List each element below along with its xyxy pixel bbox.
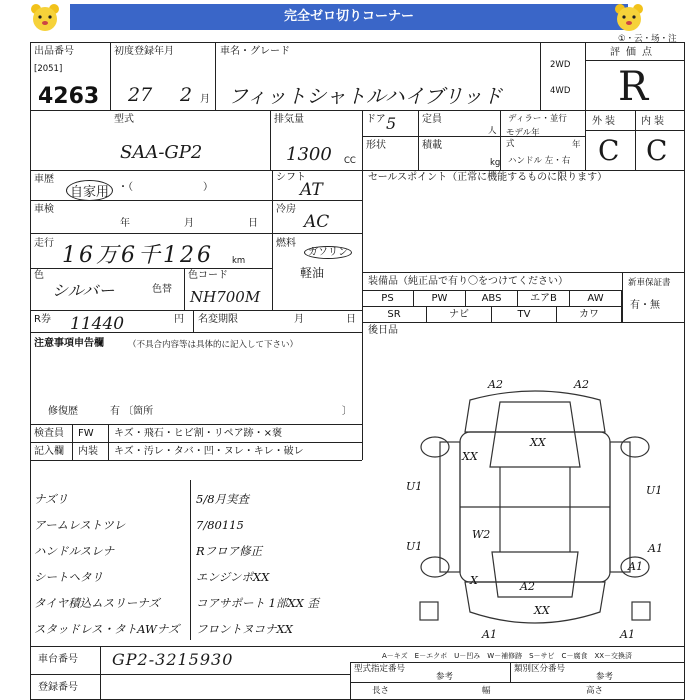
shift-label: シフト bbox=[276, 172, 306, 183]
displacement-label: 排気量 bbox=[274, 114, 304, 125]
legend: A－キズ E－エクボ U－凹み W－補修跡 S－サビ C－腐食 XX－交換済 bbox=[382, 652, 633, 660]
equipment-item: SR bbox=[362, 307, 427, 322]
handwritten-note: エンジンポXX bbox=[196, 570, 270, 584]
mascot-right-icon bbox=[612, 3, 646, 33]
length-label: 長さ bbox=[372, 686, 390, 696]
load-label: 積載 bbox=[422, 140, 442, 151]
inspector-label: 検査員 bbox=[34, 428, 64, 439]
recycle-label: R券 bbox=[34, 314, 51, 325]
category-ref: 参考 bbox=[596, 672, 614, 682]
warranty-value: 有・無 bbox=[630, 300, 660, 311]
color-change-label: 色替 bbox=[152, 284, 172, 295]
displacement-unit: CC bbox=[344, 156, 356, 166]
lot-number: 4263 bbox=[38, 84, 100, 109]
ac-value: AC bbox=[304, 212, 330, 232]
fuel-label: 燃料 bbox=[276, 238, 296, 249]
category-label: 類別区分番号 bbox=[514, 664, 566, 674]
color-code-label: 色コード bbox=[188, 270, 228, 281]
handwritten-note: コアサポート 1部XX 歪 bbox=[196, 596, 320, 610]
car-name-label: 車名・グレード bbox=[220, 46, 290, 57]
handwritten-notes-left bbox=[34, 486, 188, 642]
month-unit: 月 bbox=[200, 94, 210, 105]
warranty-label: 新車保証書 bbox=[628, 278, 671, 288]
ref-top-right: ①・云・场・注 bbox=[618, 34, 677, 44]
lot-label: 出品番号 bbox=[34, 46, 74, 57]
equipment-item: エアB bbox=[518, 291, 570, 306]
doors-value: 5 bbox=[386, 114, 397, 133]
damage-mark: XX bbox=[530, 436, 546, 449]
handle-label: ハンドル 左・右 bbox=[508, 156, 571, 166]
equipment-row1 bbox=[362, 291, 622, 306]
damage-mark: A1 bbox=[482, 628, 497, 641]
dealer-label: ディラー・並行 bbox=[508, 114, 567, 124]
first-registration-year: 27 bbox=[128, 84, 153, 106]
inspection-month-unit: 月 bbox=[184, 218, 194, 229]
equipment-item: TV bbox=[492, 307, 557, 322]
damage-mark: X bbox=[470, 574, 478, 587]
damage-mark: U1 bbox=[646, 484, 663, 497]
damage-mark: XX bbox=[534, 604, 550, 617]
rear-seat-label: 後日品 bbox=[368, 325, 398, 336]
equipment-item: AW bbox=[570, 291, 622, 306]
equipment-label: 装備品（純正品で有り〇をつけてください） bbox=[368, 276, 568, 287]
model-year-unit: 年 bbox=[572, 140, 581, 150]
drive-4wd: 4WD bbox=[550, 86, 571, 96]
equipment-item: ナビ bbox=[427, 307, 492, 322]
car-name-value: フィットシャトルハイブリッド bbox=[228, 84, 503, 108]
chassis-value: GP2-3215930 bbox=[112, 650, 234, 669]
handwritten-note: 7/80115 bbox=[196, 518, 244, 532]
damage-mark: U1 bbox=[406, 540, 423, 553]
damage-mark: W2 bbox=[472, 528, 491, 541]
handwritten-note: フロントヌコナXX bbox=[196, 622, 293, 636]
type-cert-label: 型式指定番号 bbox=[354, 664, 406, 674]
mileage-value: 16万6千126 bbox=[62, 243, 214, 268]
doors-label: ドア bbox=[366, 114, 386, 125]
notes-label: 注意事項申告欄 bbox=[34, 338, 104, 349]
first-registration-label: 初度登録年月 bbox=[114, 46, 174, 57]
first-registration-month: 2 bbox=[180, 84, 193, 106]
handwritten-note: アームレストツレ bbox=[34, 518, 126, 532]
name-expiry-label: 名変期限 bbox=[198, 314, 238, 325]
displacement-value: 1300 bbox=[286, 144, 332, 165]
width-label: 幅 bbox=[482, 686, 491, 696]
repair-value: 有 〔箇所 bbox=[110, 406, 154, 417]
mileage-unit: km bbox=[232, 256, 246, 266]
inspector-row2: キズ・汚レ・タバ・凹・ヌレ・キレ・破レ bbox=[114, 446, 304, 457]
type-cert-ref: 参考 bbox=[436, 672, 454, 682]
name-expiry-day: 日 bbox=[346, 314, 356, 325]
equipment-item: カワ bbox=[557, 307, 622, 322]
inspection-day-unit: 日 bbox=[248, 218, 258, 229]
evaluation-label: 評価点 bbox=[610, 47, 658, 58]
equipment-row2 bbox=[362, 307, 622, 322]
model-label: 型式 bbox=[114, 114, 134, 125]
ac-label: 冷房 bbox=[276, 204, 296, 215]
damage-mark: A2 bbox=[488, 378, 503, 391]
repair-label: 修復歴 bbox=[48, 406, 78, 417]
history-value: 自家用 bbox=[66, 180, 113, 201]
damage-mark: A1 bbox=[628, 560, 643, 573]
handwritten-note: シートヘタリ bbox=[34, 570, 103, 584]
fuel-option2: 軽油 bbox=[300, 266, 325, 280]
history-label: 車歴 bbox=[34, 174, 54, 185]
color-value: シルバー bbox=[52, 281, 115, 300]
lot-code: [2051] bbox=[34, 64, 63, 74]
load-unit: kg bbox=[490, 158, 501, 168]
interior-value: C bbox=[646, 134, 668, 167]
handwritten-note: タイヤ積込ムスリーナズ bbox=[34, 596, 160, 610]
damage-mark: U1 bbox=[406, 480, 423, 493]
model-value: SAA-GP2 bbox=[120, 142, 203, 163]
repair-close: 〕 bbox=[342, 406, 352, 417]
drive-2wd: 2WD bbox=[550, 60, 571, 70]
record-interior: 内装 bbox=[78, 446, 98, 457]
height-label: 高さ bbox=[586, 686, 604, 696]
notes-note: （不具合内容等は具体的に記入して下さい） bbox=[128, 340, 299, 350]
handwritten-note: ナズリ bbox=[34, 492, 69, 506]
damage-mark: XX bbox=[462, 450, 478, 463]
damage-mark: A2 bbox=[574, 378, 589, 391]
interior-label: 内装 bbox=[641, 116, 667, 127]
shift-value: AT bbox=[300, 180, 323, 200]
mascot-left-icon bbox=[28, 3, 62, 33]
inspector-fw: FW bbox=[78, 428, 94, 439]
color-code-value: NH700M bbox=[190, 288, 261, 306]
evaluation-value: R bbox=[618, 64, 649, 110]
header-banner: 完全ゼロ切りコーナー bbox=[70, 4, 628, 30]
car-damage-diagram bbox=[400, 372, 670, 642]
inspector-row1: キズ・飛石・ヒビ割・リペア跡・×褒 bbox=[114, 428, 282, 439]
handwritten-note: ハンドルスレナ bbox=[34, 544, 115, 558]
equipment-item: PW bbox=[414, 291, 466, 306]
history-suffix: ・（ ） bbox=[118, 182, 213, 193]
shape-label: 形状 bbox=[366, 140, 386, 151]
fuel-value: ガソリン bbox=[304, 246, 352, 259]
color-label: 色 bbox=[34, 270, 44, 281]
inspection-label: 車検 bbox=[34, 204, 54, 215]
handwritten-note: Rフロア修正 bbox=[196, 544, 263, 558]
model-year-label: モデル年式 bbox=[506, 128, 540, 149]
recycle-value: 11440 bbox=[70, 314, 125, 334]
handwritten-notes-right bbox=[196, 486, 362, 642]
equipment-item: ABS bbox=[466, 291, 518, 306]
handwritten-note: 5/8月実査 bbox=[196, 492, 250, 506]
capacity-unit: 人 bbox=[488, 126, 497, 136]
equipment-item: PS bbox=[362, 291, 414, 306]
registration-number-label: 登録番号 bbox=[38, 682, 78, 693]
record-label: 記入欄 bbox=[34, 446, 64, 457]
mileage-label: 走行 bbox=[34, 238, 54, 249]
name-expiry-month: 月 bbox=[294, 314, 304, 325]
exterior-label: 外装 bbox=[592, 116, 618, 127]
damage-mark: A1 bbox=[620, 628, 635, 641]
recycle-unit: 円 bbox=[174, 314, 184, 325]
exterior-value: C bbox=[598, 134, 620, 167]
sales-point-label: セールスポイント（正常に機能するものに限ります） bbox=[368, 172, 608, 183]
damage-mark: A1 bbox=[648, 542, 663, 555]
capacity-label: 定員 bbox=[422, 114, 442, 125]
inspection-year-unit: 年 bbox=[120, 218, 130, 229]
handwritten-note: スタッドレス・タトAWナズ bbox=[34, 622, 180, 636]
damage-mark: A2 bbox=[520, 580, 535, 593]
chassis-label: 車台番号 bbox=[38, 654, 78, 665]
